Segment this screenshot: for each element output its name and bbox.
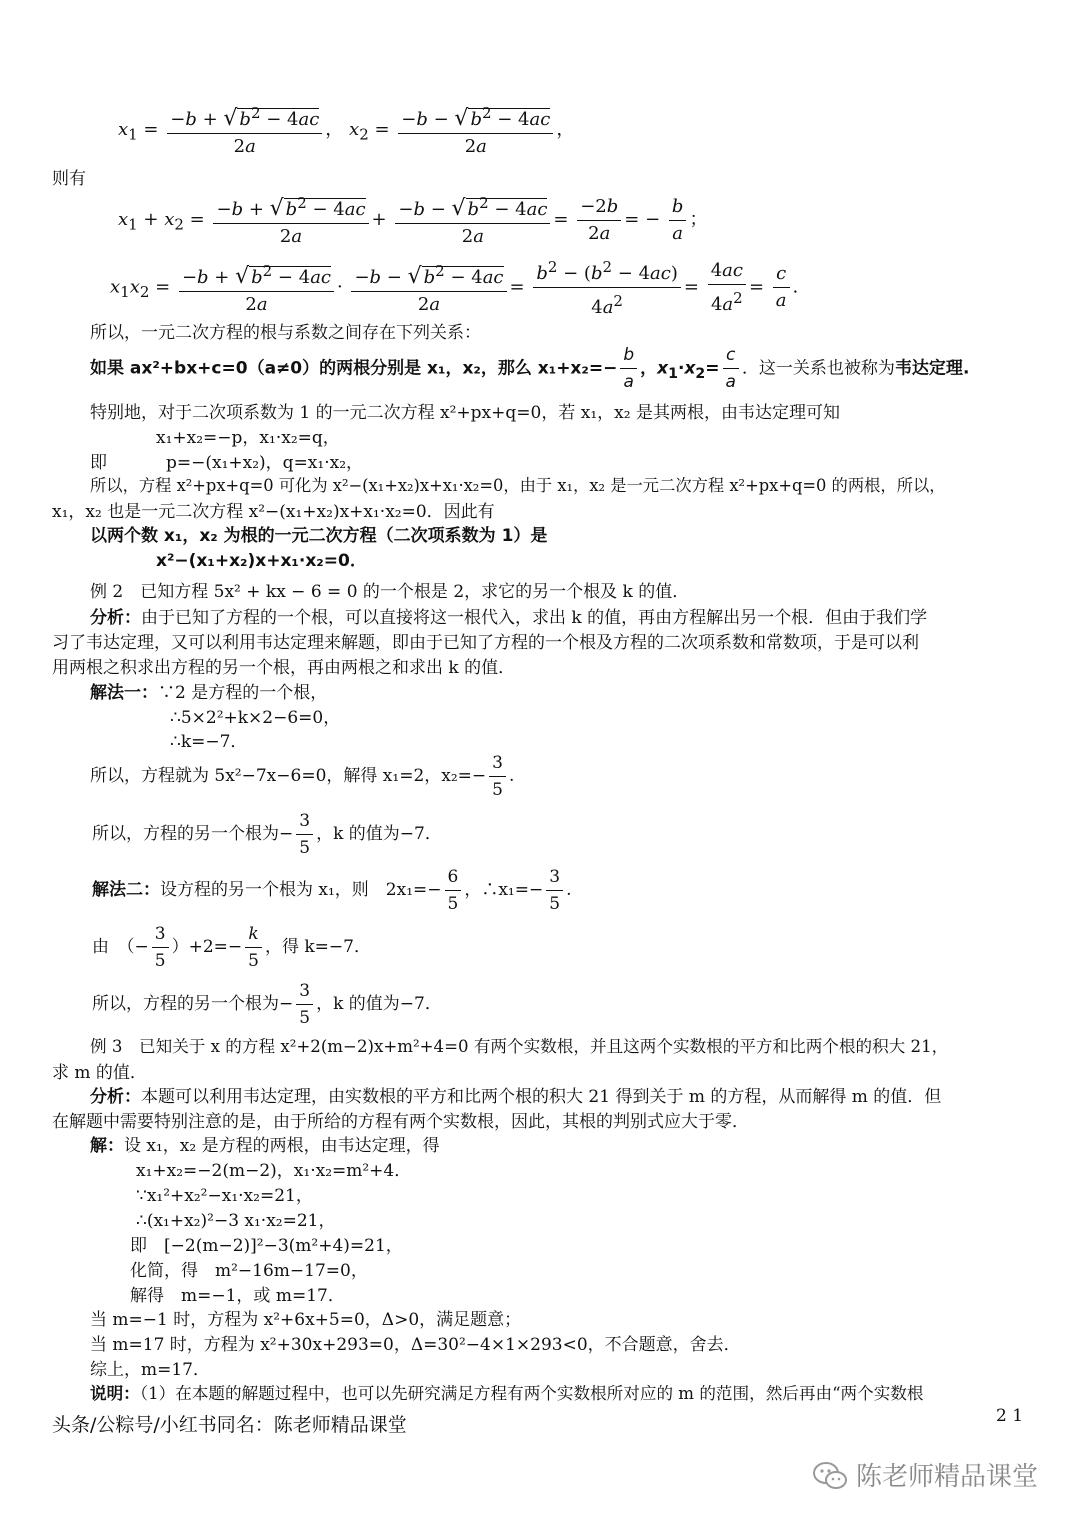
then-label: 则有: [52, 169, 86, 189]
example3-analysis-1: 分析：本题可以利用韦达定理，由实数根的平方和比两个根的积大 21 得到关于 m 的方程，从而解得 m 的值．但: [90, 1087, 942, 1107]
roots-formula: $x_1$ = $\frac{-b + √ b^2 - 4ac}{2a}$ ， $x_2$ = $\frac{-b - √ b^2 - 4ac}{2a}$ ，: [118, 100, 574, 160]
example3-solution-7: 解得 m=−1，或 m=17．: [130, 1286, 345, 1306]
so-eq2: x₁，x₂ 也是一元二次方程 x²−(x₁+x₂)x+x₁·x₂=0．因此有: [52, 502, 495, 522]
vieta-theorem-name: 韦达定理: [894, 358, 963, 379]
example3-case1: 当 m=−1 时，方程为 x²+6x+5=0，Δ>0，满足题意；: [90, 1310, 522, 1330]
solution1-line3: ∴k=−7．: [170, 732, 248, 752]
solution1-line1: 解法一：∵2 是方程的一个根，: [90, 683, 328, 703]
solution1-line5: 所以，方程的另一个根为− $\frac{3}{5}$ ，k 的值为−7．: [92, 808, 442, 861]
note-line: 说明：（1）在本题的解题过程中，也可以先研究满足方程有两个实数根所对应的 m 的范围，然后再由“两个实数根: [90, 1384, 924, 1403]
so-eq: 所以，方程 x²+px+q=0 可化为 x²−(x₁+x₂)x+x₁·x₂=0，由于 x₁，x₂ 是一元二次方程 x²+px+q=0 的两根，所以，: [90, 476, 946, 495]
product-formula: $x_1x_2$ = $\frac{-b + √ b^2 - 4ac}{2a}$ · $\frac{-b - √ b^2 - 4ac}{2a}$ = $\frac{b^2 - (b^2 - 4ac)}{4a^2}$ = $\frac{4ac}{4a^2}$ = $\frac{c}{a}$ .: [110, 254, 798, 321]
example3-solution-3: ∵x₁²+x₂²−x₁·x₂=21，: [136, 1186, 313, 1206]
solution1-line2: ∴5×2²+k×2−6=0，: [170, 708, 341, 728]
example2-analysis-2: 习了韦达定理，又可以利用韦达定理来解题，即由于已知了方程的一个根及方程的二次项系数和常数项，于是可以利: [52, 633, 919, 653]
page-number: 2 1: [996, 1406, 1024, 1426]
watermark-text: 陈老师精品课堂: [856, 1462, 1039, 1492]
example3-solution-6: 化简，得 m²−16m−17=0，: [130, 1261, 368, 1281]
special-eq2: p=−(x₁+x₂)，q=x₁·x₂，: [166, 453, 364, 473]
example2-title: 例 2 已知方程 5x² + kx − 6 = 0 的一个根是 2，求它的另一个根及 k 的值．: [90, 582, 690, 602]
example3-solution-5: 即 [−2(m−2)]²−3(m²+4)=21，: [130, 1236, 403, 1256]
example3-analysis-2: 在解题中需要特别注意的是，由于所给的方程有两个实数根，因此，其根的判别式应大于零．: [52, 1112, 749, 1132]
example3-solution-2: x₁+x₂=−2(m−2)，x₁·x₂=m²+4．: [136, 1161, 412, 1181]
sum-formula: $x_1 + x_2$ = $\frac{-b + √ b^2 - 4ac}{2a}$ + $\frac{-b - √ b^2 - 4ac}{2a}$ = $\frac{-2b}{2a}$ = − $\frac{b}{a}$ ；: [118, 190, 707, 250]
solution2-line1: 解法二：设方程的另一个根为 x₁，则 2x₁=− $\frac{6}{5}$ ，∴x₁=− $\frac{3}{5}$ .: [92, 864, 571, 917]
special-ji: 即: [90, 453, 107, 473]
example3-solution-4: ∴(x₁+x₂)²−3 x₁·x₂=21，: [136, 1211, 336, 1231]
example3-title: 例 3 已知关于 x 的方程 x²+2(m−2)x+m²+4=0 有两个实数根，并且这两个实数根的平方和比两个根的积大 21，: [90, 1037, 949, 1056]
example2-analysis-1: 分析：由于已知了方程的一个根，可以直接将这一根代入，求出 k 的值，再由方程解出另一个根．但由于我们学: [90, 608, 928, 628]
special-case: 特别地，对于二次项系数为 1 的一元二次方程 x²+px+q=0，若 x₁，x₂ 是其两根，由韦达定理可知: [90, 403, 840, 423]
example3-summary: 综上，m=17．: [90, 1360, 210, 1380]
vieta-statement: 如果 ax²+bx+c=0（a≠0）的两根分别是 x₁，x₂，那么 x₁+x₂=− $\frac{b}{a}$ ，$x_1\cdot x_2=$ $\frac{c}{a}$ ．这一关系也被称为韦达定理.: [90, 342, 969, 395]
solution1-line4: 所以，方程就为 5x²−7x−6=0，解得 x₁=2，x₂=− $\frac{3}{5}$ .: [90, 750, 514, 803]
conclusion-eq: x²−(x₁+x₂)x+x₁·x₂=0．: [156, 551, 367, 571]
example2-analysis-3: 用两根之积求出方程的另一个根，再由两根之和求出 k 的值．: [52, 658, 516, 678]
wechat-icon: [812, 1458, 848, 1494]
footer-source: 头条/公粽号/小红书同名：陈老师精品课堂: [52, 1414, 407, 1436]
example3-title2: 求 m 的值．: [52, 1063, 147, 1083]
conclusion: 以两个数 x₁，x₂ 为根的一元二次方程（二次项系数为 1）是: [90, 526, 548, 546]
solution2-line3: 所以，方程的另一个根为− $\frac{3}{5}$ ，k 的值为−7．: [92, 978, 442, 1031]
relation-intro: 所以，一元二次方程的根与系数之间存在下列关系：: [90, 323, 481, 343]
example3-solution-1: 解：设 x₁，x₂ 是方程的两根，由韦达定理，得: [90, 1136, 440, 1156]
example3-case2: 当 m=17 时，方程为 x²+30x+293=0，Δ=30²−4×1×293<0，不合题意，舍去．: [90, 1335, 741, 1355]
special-eq: x₁+x₂=−p，x₁·x₂=q，: [156, 428, 340, 448]
solution2-line2: 由 （− $\frac{3}{5}$ ）+2=− $\frac{k}{5}$ ，得 k=−7．: [92, 921, 371, 974]
